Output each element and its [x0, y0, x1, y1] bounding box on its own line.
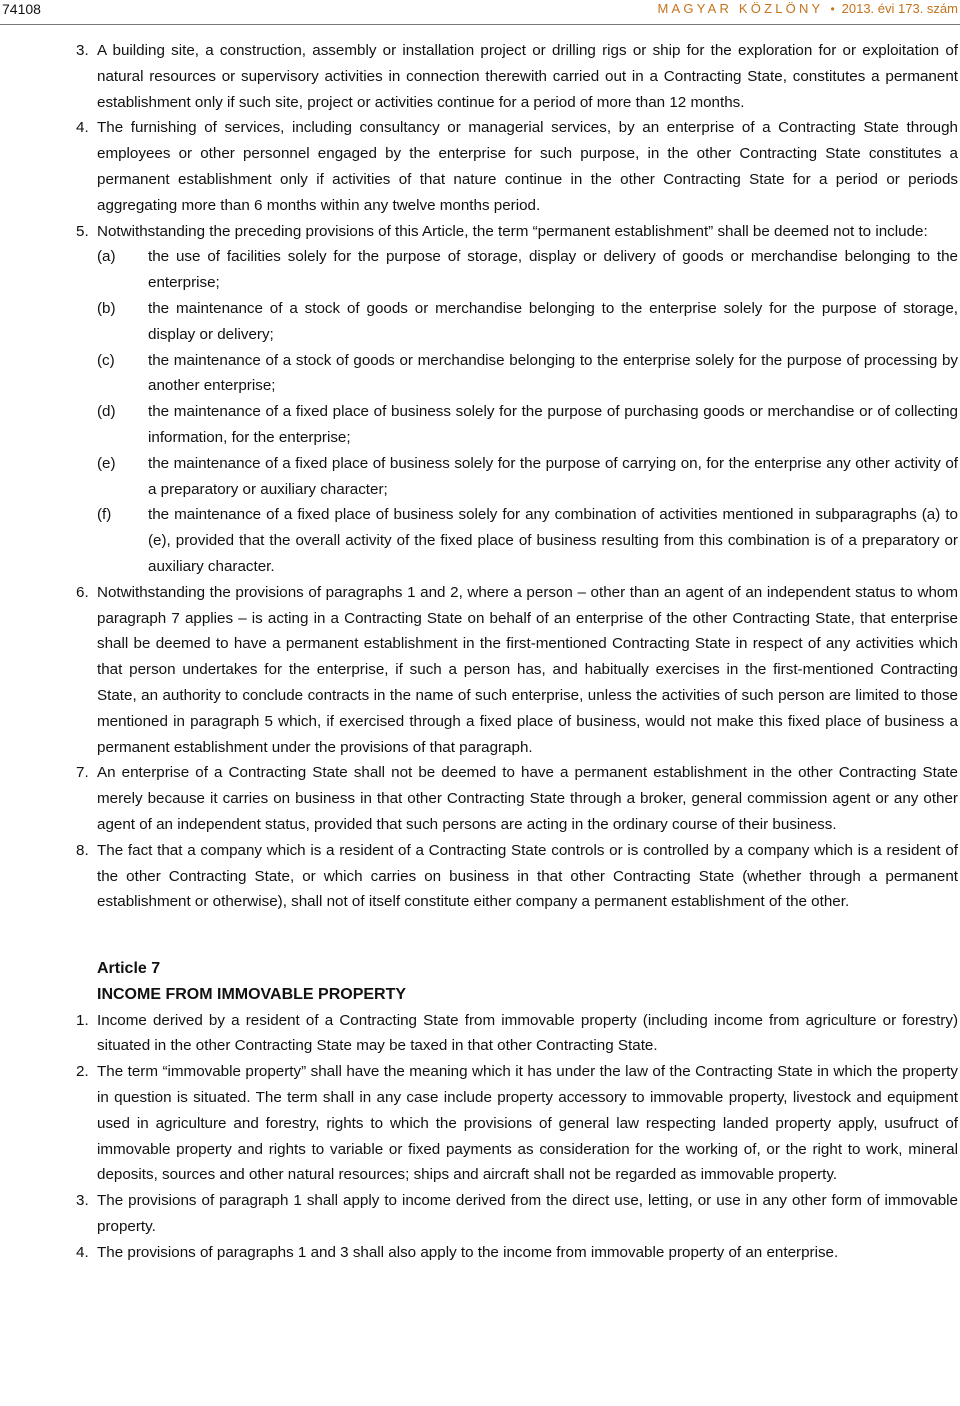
article-paragraph-1 — [0, 1008, 960, 1060]
page-header — [0, 0, 960, 25]
paragraph-text: The term “immovable property” shall have the meaning which it has under the law of the Contracting State in which the property in question is situated. The term shall in any case include property accessory to immovable property, livestock and equipment used in agriculture and forestry, rights to which the provisions of general law respecting landed property apply, usufruct of immovable property and rights to variable or fixed payments as consideration for the working of, or the right to work, mineral deposits, sources and other natural resources; ships and aircraft shall not be regarded as immovable property. — [97, 1063, 958, 1184]
subitem-text: the maintenance of a fixed place of business solely for the purpose of carrying on, for the enterprise any other activity of a preparatory or auxiliary character; — [148, 454, 958, 498]
paragraph-text: Notwithstanding the preceding provisions of this Article, the term “permanent establishment” shall be deemed not to include: — [97, 222, 928, 240]
header-separator: • — [830, 2, 835, 16]
subitem-c — [0, 348, 960, 400]
subitem-letter: (c) — [97, 351, 115, 369]
article-number: Article 7 — [97, 960, 161, 978]
paragraph-text: Income derived by a resident of a Contracting State from immovable property (including income from agriculture or forestry) situated in the other Contracting State may be taxed in that other Contracting State. — [97, 1011, 958, 1055]
paragraph-text: A building site, a construction, assembly or installation project or drilling rigs or ship for the exploration for or exploitation of natural resources or supervisory activities in connection therewith carried out in a Contracting State, constitutes a permanent establishment only if such site, project or activities continue for a period of more than 12 months. — [97, 42, 958, 111]
issue-number: 2013. évi 173. szám — [841, 1, 958, 16]
paragraph-text: The fact that a company which is a resident of a Contracting State controls or is controlled by a company which is a resident of the other Contracting State, or which carries on business in that other Contracting State (whether through a permanent establishment or otherwise), shall not of itself constitute either company a permanent establishment of the other. — [97, 841, 958, 911]
paragraph-text: The provisions of paragraph 1 shall apply to income derived from the direct use, letting, or use in any other form of immovable property. — [97, 1192, 958, 1236]
paragraph-number: 7. — [76, 764, 89, 782]
article-paragraph-3 — [0, 1188, 960, 1240]
article-title: INCOME FROM IMMOVABLE PROPERTY — [97, 985, 407, 1003]
paragraph-5 — [0, 219, 960, 245]
subitem-d — [0, 399, 960, 451]
subitem-letter: (d) — [97, 403, 116, 421]
paragraph-text: An enterprise of a Contracting State shall not be deemed to have a permanent establishment in the other Contracting State merely because it carries on business in that other Contracting State through a broker, general commission agent or any other agent of an independent status, provided that such persons are acting in the ordinary course of their business. — [97, 764, 958, 833]
paragraph-number: 3. — [76, 42, 89, 59]
journal-info — [658, 1, 958, 16]
article-paragraph-4 — [0, 1240, 960, 1266]
journal-name: MAGYAR KÖZLÖNY — [657, 1, 824, 16]
paragraph-number: 4. — [76, 1243, 89, 1261]
paragraph-number: 6. — [76, 583, 89, 601]
article-paragraph-2 — [0, 1059, 960, 1188]
paragraph-text: The furnishing of services, including consultancy or managerial services, by an enterprise of a Contracting State through employees or other personnel engaged by the enterprise for such purpose, in the other Contracting State constitutes a permanent establishment only if activities of that nature continue in the other Contracting State for a period or periods aggregating more than 6 months within any twelve months period. — [97, 119, 958, 214]
paragraph-number: 8. — [76, 841, 89, 859]
paragraph-number: 5. — [76, 222, 89, 240]
paragraph-4 — [0, 115, 960, 218]
subitem-text: the maintenance of a fixed place of business solely for any combination of activities mentioned in subparagraphs (a) to (e), provided that the overall activity of the fixed place of business resulting from this combination is of a preparatory or auxiliary character. — [148, 506, 958, 575]
subitem-b — [0, 296, 960, 348]
subitem-e — [0, 451, 960, 503]
paragraph-number: 3. — [76, 1192, 89, 1210]
paragraph-number: 1. — [76, 1011, 89, 1029]
paragraph-text: Notwithstanding the provisions of paragraphs 1 and 2, where a person – other than an agent of an independent status to whom paragraph 7 applies – is acting in a Contracting State on behalf of an enterprise of the other Contracting State, that enterprise shall be deemed to have a permanent establishment in the first-mentioned Contracting State in respect of any activities which that person undertakes for the enterprise, if such a person has, and habitually exercises in the first-mentioned Contracting State, an authority to conclude contracts in the name of such enterprise, unless the activities of such person are limited to those mentioned in paragraph 5 which, if exercised through a fixed place of business, would not make this fixed place of business a permanent establishment under the provisions of that paragraph. — [97, 583, 958, 756]
paragraph-text: The provisions of paragraphs 1 and 3 shall also apply to the income from immovable property of an enterprise. — [97, 1243, 839, 1261]
paragraph-3 — [0, 38, 960, 115]
subitem-letter: (f) — [97, 506, 112, 524]
subitem-text: the maintenance of a stock of goods or merchandise belonging to the enterprise solely for the purpose of storage, display or delivery; — [148, 299, 958, 343]
paragraph-8 — [0, 838, 960, 915]
paragraph-number: 4. — [76, 119, 89, 137]
document-body — [0, 38, 960, 1266]
paragraph-7 — [0, 760, 960, 837]
paragraph-6 — [0, 580, 960, 761]
subitem-text: the maintenance of a stock of goods or merchandise belonging to the enterprise solely for the purpose of processing by another enterprise; — [148, 351, 958, 395]
page-number: 74108 — [2, 1, 41, 17]
paragraph-number: 2. — [76, 1063, 89, 1081]
subitem-text: the use of facilities solely for the purpose of storage, display or delivery of goods or merchandise belonging to the enterprise; — [148, 248, 958, 292]
subitem-letter: (b) — [97, 299, 116, 317]
subitem-letter: (e) — [97, 454, 116, 472]
subitem-letter: (a) — [97, 248, 116, 266]
subitem-f — [0, 502, 960, 579]
subitem-a — [0, 244, 960, 296]
subitem-text: the maintenance of a fixed place of business solely for the purpose of purchasing goods or merchandise or of collecting information, for the enterprise; — [148, 403, 958, 446]
article-heading — [0, 956, 960, 1008]
